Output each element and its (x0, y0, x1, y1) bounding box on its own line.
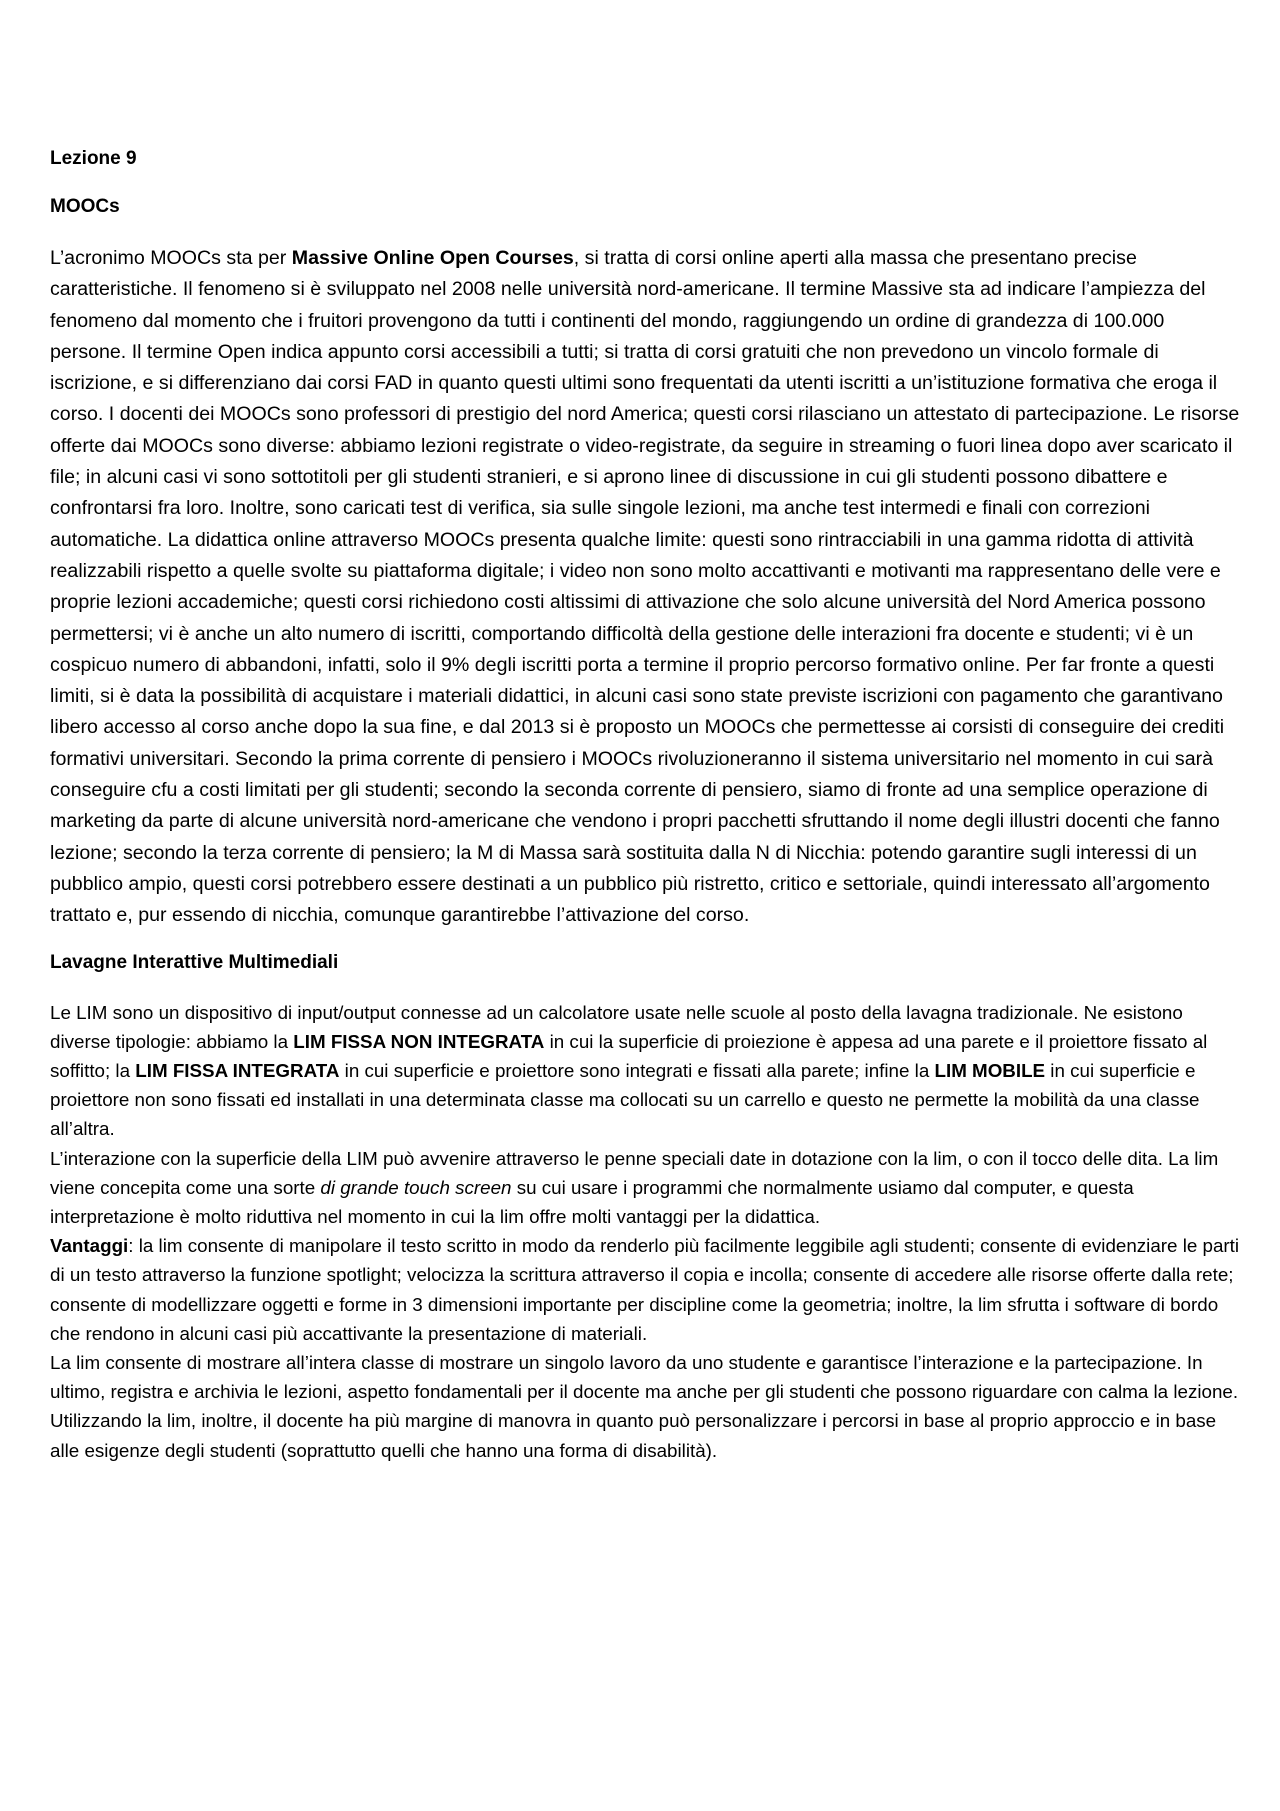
lim-paragraph-advantages (50, 1231, 1240, 1348)
moocs-paragraph (50, 243, 1240, 932)
lim-types-text-e: in cui superficie e proiettore non sono fissati ed installati in una determinata classe ma collocati su un carrello e questo ne permette la mobilità da una classe all’altra. (50, 1059, 1200, 1140)
moocs-acronym-expansion: Massive Online Open Courses (291, 247, 574, 269)
section-title-moocs: MOOCs (50, 196, 120, 217)
lim-types-text-c: in cui la superficie di proiezione è appesa ad una parete e il proiettore fissato al soffitto; la (50, 1030, 1208, 1081)
lim-types-text-a: Le LIM sono un dispositivo di input/output connesse ad un calcolatore usate nelle scuole al posto della lavagna tradizionale. Ne esistono diverse tipologie: abbiamo la (50, 1001, 1183, 1052)
lim-paragraph-interaction (50, 1144, 1240, 1232)
section-title-lim: Lavagne Interattive Multimediali (50, 951, 339, 973)
lim-paragraph-types (50, 998, 1240, 1144)
document-page (50, 146, 1240, 1465)
lim-type-mobile: LIM MOBILE (934, 1059, 1046, 1081)
advantages-text: : la lim consente di manipolare il testo scritto in modo da renderlo più facilmente leggibile agli studenti; consente di evidenziare le parti di un testo attraverso la funzione spotlight; velocizza la scrittura attraverso il copia e incolla; consente di accedere alle risorse offerte dalla rete; consente di modellizzare oggetti e forme in 3 dimensioni importante per discipline come la geometria; inoltre, la lim sfrutta i software di bordo che rendono in alcuni casi più accattivante la presentazione di materiali. (50, 1235, 1240, 1344)
moocs-body: , si tratta di corsi online aperti alla massa che presentano precise caratteristiche. Il fenomeno si è sviluppato nel 2008 nelle università nord-americane. Il termine Massive sta ad indicare l’ampiezza del fenomeno dal momento che i fruitori provengono da tutti i continenti del mondo, raggiungendo un ordine di grandezza di 100.000 persone. Il termine Open indica appunto corsi accessibili a tutti; si tratta di corsi gratuiti che non prevedono un vincolo formale di iscrizione, e si differenziano dai corsi FAD in quanto questi ultimi sono frequentati da utenti iscritti a un’istituzione formativa che eroga il corso. I docenti dei MOOCs sono professori di prestigio del nord America; questi corsi rilasciano un attestato di partecipazione. Le risorse offerte dai MOOCs sono diverse: abbiamo lezioni registrate o video-registrate, da seguire in streaming o fuori linea dopo aver scaricato il file; in alcuni casi vi sono sottotitoli per gli studenti stranieri, e si aprono linee di discussione in cui gli studenti possono dibattere e confrontarsi fra loro. Inoltre, sono caricati test di verifica, sia sulle singole lezioni, ma anche test intermedi e finali con correzioni automatiche. La didattica online attraverso MOOCs presenta qualche limite: questi sono rintracciabili in una gamma ridotta di attività realizzabili rispetto a quelle svolte su piattaforma digitale; i video non sono molto accattivanti e motivanti ma rappresentano delle vere e proprie lezioni accademiche; questi corsi richiedono costi altissimi di attivazione che solo alcune università del Nord America possono permettersi; vi è anche un alto numero di iscritti, comportando difficoltà della gestione delle interazioni fra docente e studenti; vi è un cospicuo numero di abbandoni, infatti, solo il 9% degli iscritti porta a termine il proprio percorso formativo online. Per far fronte a questi limiti, si è data la possibilità di acquistare i materiali didattici, in alcuni casi sono state previste iscrizioni con pagamento che garantivano libero accesso al corso anche dopo la sua fine, e dal 2013 si è proposto un MOOCs che permettesse ai corsisti di conseguire dei crediti formativi universitari. Secondo la prima corrente di pensiero i MOOCs rivoluzioneranno il sistema universitario nel momento in cui sarà conseguire cfu a costi limitati per gli studenti; secondo la seconda corrente di pensiero, siamo di fronte ad una semplice operazione di marketing da parte di alcune università nord-americane che vendono i propri pacchetti sfruttando il nome degli illustri docenti che fanno lezione; secondo la terza corrente di pensiero; la M di Massa sarà sostituita dalla N di Nicchia: potendo garantire sugli interessi di un pubblico ampio, questi corsi potrebbero essere destinati a un pubblico più ristretto, critico e settoriale, quindi interessato all’argomento trattato e, pur essendo di nicchia, comunque garantirebbe l’attivazione del corso. (50, 247, 1240, 927)
lim-paragraph-participation: La lim consente di mostrare all’intera classe di mostrare un singolo lavoro da uno studente e garantisce l’interazione e la partecipazione. In ultimo, registra e archivia le lezioni, aspetto fondamentali per il docente ma anche per gli studenti che possono riguardare con calma la lezione. (50, 1351, 1239, 1403)
lim-types-text-d: in cui superficie e proiettore sono integrati e fissati alla parete; infine la (339, 1059, 935, 1081)
lim-paragraph-personalization: Utilizzando la lim, inoltre, il docente ha più margine di manovra in quanto può personalizzare i percorsi in base al proprio approccio e in base alle esigenze degli studenti (soprattutto quelli che hanno una forma di disabilità). (50, 1410, 1217, 1461)
lesson-title: Lezione 9 (50, 148, 137, 169)
lim-type-fissa-integrata: LIM FISSA INTEGRATA (135, 1059, 340, 1081)
lim-interaction-text-a: L’interazione con la superficie della LIM può avvenire attraverso le penne speciali date in dotazione con la lim, o con il tocco delle dita. La lim viene concepita come una sorte (50, 1147, 1219, 1198)
lim-type-fissa-non-integrata: LIM FISSA NON INTEGRATA (293, 1030, 545, 1052)
advantages-label: Vantaggi (50, 1235, 129, 1257)
moocs-intro: L’acronimo MOOCs sta per (50, 247, 292, 269)
lim-touch-screen-phrase: di grande touch screen (320, 1176, 512, 1198)
lim-interaction-text-b: su cui usare i programmi che normalmente usiamo dal computer, e questa interpretazione è molto riduttiva nel momento in cui la lim offre molti vantaggi per la didattica. (50, 1176, 1134, 1227)
